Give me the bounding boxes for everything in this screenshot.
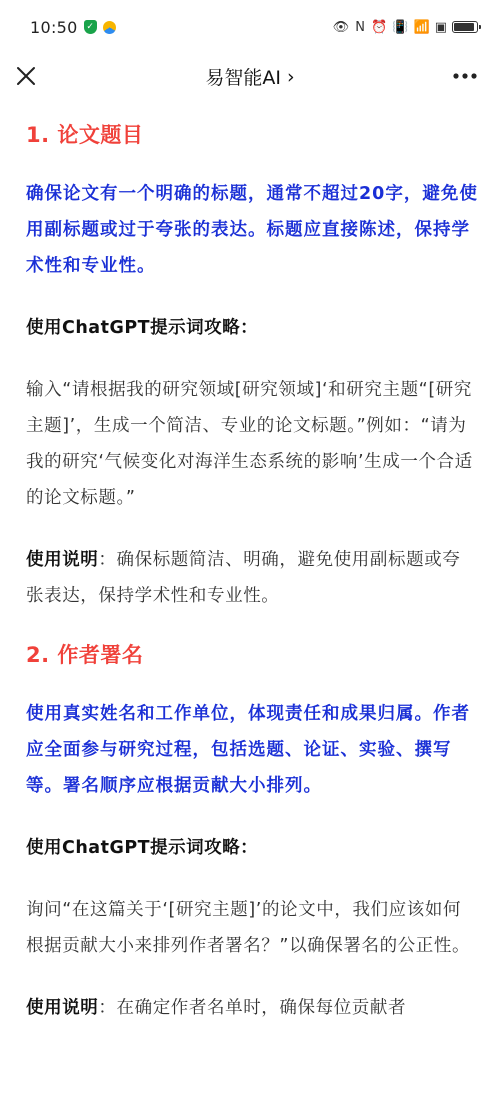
section-intro-author: 使用真实姓名和工作单位，体现责任和成果归属。作者应全面参与研究过程，包括选题、论证、实验、撰写等。署名顺序应根据贡献大小排列。 — [26, 704, 470, 796]
usage-text: ：确保标题简洁、明确，避免使用副标题或夸张表达，保持学术性和专业性。 — [26, 550, 461, 606]
status-bar — [0, 0, 500, 54]
prompt-text-author: 询问“在这篇关于‘[研究主题]’的论文中，我们应该如何根据贡献大小来排列作者署名？”以确保署名的公正性。 — [26, 900, 471, 956]
section-heading-title: 1. 论文题目 — [26, 123, 144, 147]
usage-note-title — [26, 542, 478, 614]
more-icon — [452, 72, 478, 80]
nfc-icon: N — [355, 19, 365, 35]
prompt-text-title: 输入“请根据我的研究领域[研究领域]‘和研究主题“[研究主题]’，生成一个简洁、专业的论文标题。”例如：“请为我的研究‘气候变化对海洋生态系统的影响’生成一个合适的论文标题。” — [26, 380, 473, 508]
section-intro-title: 确保论文有一个明确的标题，通常不超过20字，避免使用副标题或过于夸张的表达。标题应直接陈述，保持学术性和专业性。 — [26, 184, 478, 276]
nav-title-wrap — [0, 63, 500, 90]
close-button[interactable] — [13, 63, 39, 89]
security-shield-icon: ✓ — [84, 20, 97, 34]
app-notification-icon — [103, 21, 116, 34]
battery-level — [454, 23, 474, 31]
vibrate-icon: 📳 — [392, 19, 409, 35]
signal-icon: ▣ — [434, 19, 447, 35]
battery-icon — [452, 21, 478, 33]
status-time: 10:50 — [30, 17, 78, 37]
page-title: 易智能AI — [205, 67, 281, 89]
wifi-icon: 📶 — [413, 19, 430, 35]
status-left — [30, 18, 116, 37]
eye-icon: 👁 — [332, 19, 350, 35]
usage-note-author — [26, 990, 478, 1026]
usage-text: ：在确定作者名单时，确保每位贡献者 — [98, 998, 407, 1018]
usage-label: 使用说明 — [26, 550, 99, 570]
account-title-link[interactable] — [205, 63, 294, 90]
alarm-icon: ⏰ — [371, 19, 388, 35]
prompt-heading-title: 使用ChatGPT提示词攻略： — [26, 318, 259, 338]
status-right — [333, 20, 478, 35]
close-icon — [16, 66, 36, 86]
more-button[interactable] — [450, 64, 480, 88]
prompt-heading-author: 使用ChatGPT提示词攻略： — [26, 838, 259, 858]
chevron-right-icon: › — [287, 65, 295, 88]
article-body — [26, 100, 478, 1026]
nav-bar — [0, 54, 500, 100]
usage-label: 使用说明 — [26, 998, 99, 1018]
section-heading-author: 2. 作者署名 — [26, 643, 144, 667]
